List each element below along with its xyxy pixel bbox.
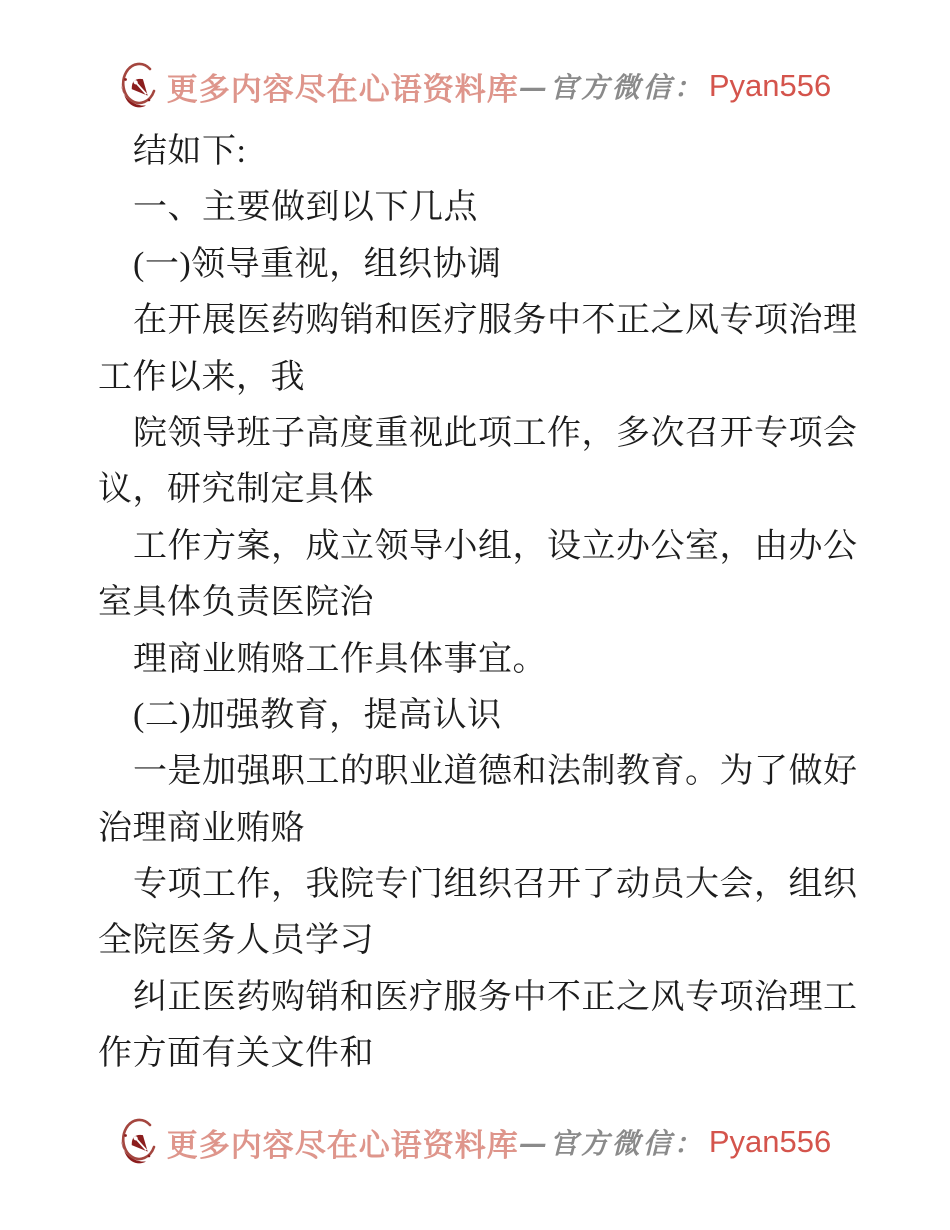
pen-nib-circle-icon <box>119 62 159 110</box>
text-line: 理商业贿赂工作具体事宜。 <box>133 640 547 678</box>
document-body <box>98 124 868 1083</box>
text-line: 一、主要做到以下几点 <box>133 189 478 227</box>
text-line: 结如下: <box>133 133 247 170</box>
text-line: 全院医务人员学习 <box>98 922 374 960</box>
text-line: 室具体负责医院治 <box>98 584 374 622</box>
text-line: 在开展医药购销和医疗服务中不正之风专项治理 <box>133 302 858 340</box>
brand-text: 更多内容尽在心语资料库 <box>166 1127 519 1163</box>
text-line: 工作以来，我 <box>98 358 305 396</box>
text-line: 专项工作，我院专门组织召开了动员大会，组织 <box>133 866 858 904</box>
text-line: 议，研究制定具体 <box>98 471 374 509</box>
pen-nib-circle-icon <box>119 1118 159 1166</box>
official-wechat-label: —官方微信： <box>518 71 705 104</box>
text-line: 工作方案，成立领导小组，设立办公室，由办公 <box>133 527 858 565</box>
official-wechat-label: —官方微信： <box>518 1127 705 1160</box>
wechat-id: Pyan556 <box>708 68 832 103</box>
text-line: (二)加强教育，提高认识 <box>133 696 502 734</box>
text-line: 治理商业贿赂 <box>98 809 305 847</box>
text-line: 院领导班子高度重视此项工作，多次召开专项会 <box>133 414 858 452</box>
brand-text: 更多内容尽在心语资料库 <box>166 71 519 107</box>
text-line: (一)领导重视，组织协调 <box>133 245 502 283</box>
text-line: 纠正医药购销和医疗服务中不正之风专项治理工 <box>133 978 858 1016</box>
wechat-id: Pyan556 <box>708 1124 832 1159</box>
watermark-header <box>0 60 950 112</box>
text-line: 一是加强职工的职业道德和法制教育。为了做好 <box>133 753 858 791</box>
text-line: 作方面有关文件和 <box>98 1035 374 1073</box>
watermark-footer <box>0 1116 950 1168</box>
